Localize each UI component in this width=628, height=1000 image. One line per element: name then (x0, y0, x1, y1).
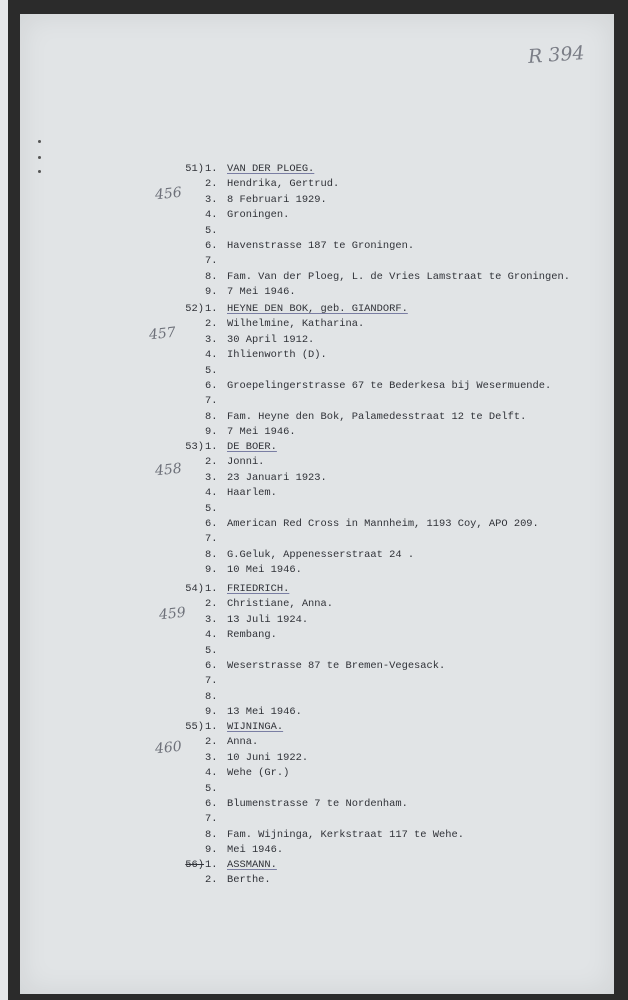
entry-number-spacer (174, 644, 205, 659)
entry-line (174, 628, 594, 643)
entry-line (174, 486, 594, 501)
entry-line (174, 751, 594, 766)
entry-line (174, 364, 594, 379)
handwritten-number: 459 (158, 604, 187, 624)
entry-line (174, 254, 594, 269)
field-number: 9. (205, 426, 218, 439)
field-value: Christiane, Anna. (227, 598, 334, 611)
field-value: Berthe. (227, 874, 271, 887)
entry-line (174, 597, 594, 612)
field-value: 10 Juni 1922. (227, 751, 309, 764)
field-number: 4. (205, 349, 218, 362)
entry-line (174, 348, 594, 363)
surname-field: FRIEDRICH. (227, 583, 290, 595)
field-number: 8. (205, 548, 218, 561)
entry-number-spacer (174, 690, 205, 705)
entry-number: 54) (185, 583, 204, 595)
surname-field: WIJNINGA. (227, 721, 284, 733)
entry-line (174, 735, 594, 750)
entry-number-spacer (174, 455, 205, 470)
field-number: 5. (205, 224, 218, 237)
entry-number-spacer (174, 766, 205, 781)
entry-number-spacer (174, 843, 205, 858)
entry-line (174, 517, 594, 532)
entry-line (174, 705, 594, 720)
field-number: 1. (205, 859, 218, 871)
field-value: Mei 1946. (227, 844, 284, 857)
entry-number-spacer (174, 873, 205, 888)
field-number: 2. (205, 456, 218, 469)
field-value: Hendrika, Gertrud. (227, 178, 340, 191)
field-number: 5. (205, 502, 218, 515)
person-entry (174, 440, 594, 579)
entry-number-spacer (174, 333, 205, 348)
entry-line (174, 285, 594, 300)
entry-number-spacer (174, 410, 205, 425)
entry-line (174, 532, 594, 547)
surname-field: HEYNE DEN BOK, geb. GIANDORF. (227, 303, 408, 315)
entry-number-spacer (174, 394, 205, 409)
entry-number-spacer (174, 208, 205, 223)
handwritten-number: 457 (148, 324, 177, 344)
entry-number-spacer (174, 364, 205, 379)
entry-line (174, 193, 594, 208)
entry-line (174, 410, 594, 425)
entry-line (174, 239, 594, 254)
entry-line (174, 440, 594, 455)
entry-line (174, 659, 594, 674)
entry-number: 55) (185, 721, 204, 733)
entry-number-spacer (174, 613, 205, 628)
field-value: Fam. Wijninga, Kerkstraat 117 te Wehe. (227, 828, 464, 841)
field-value: 13 Mei 1946. (227, 706, 302, 719)
entry-number-spacer (174, 659, 205, 674)
field-number: 9. (205, 286, 218, 299)
entry-line (174, 379, 594, 394)
entry-number-spacer (174, 486, 205, 501)
entry-line (174, 177, 594, 192)
entry-line (174, 782, 594, 797)
field-number: 6. (205, 379, 218, 392)
entry-number-spacer (174, 285, 205, 300)
field-number: 2. (205, 598, 218, 611)
entry-number-spacer (174, 674, 205, 689)
field-number: 3. (205, 193, 218, 206)
field-value: 10 Mei 1946. (227, 564, 302, 577)
entry-line (174, 455, 594, 470)
entry-number-spacer (174, 628, 205, 643)
entry-line (174, 162, 594, 177)
entry-number: 51) (185, 163, 204, 175)
field-number: 3. (205, 471, 218, 484)
entry-line (174, 270, 594, 285)
entry-line (174, 317, 594, 332)
entry-line (174, 843, 594, 858)
surname-field: ASSMANN. (227, 859, 277, 871)
entry-line (174, 674, 594, 689)
entry-number-spacer (174, 348, 205, 363)
field-number: 6. (205, 517, 218, 530)
person-entry (174, 302, 594, 441)
entry-line (174, 828, 594, 843)
handwritten-number: 460 (154, 738, 183, 758)
entry-line (174, 224, 594, 239)
entry-line (174, 873, 594, 888)
handwritten-number: 456 (154, 184, 183, 204)
field-number: 7. (205, 813, 218, 826)
field-number: 1. (205, 303, 218, 315)
entry-number-spacer (174, 177, 205, 192)
field-number: 7. (205, 395, 218, 408)
entry-line (174, 563, 594, 578)
entry-line (174, 858, 594, 873)
margin-mark (38, 156, 41, 159)
entry-number-spacer (174, 705, 205, 720)
entry-number-spacer (174, 828, 205, 843)
entry-number: 52) (185, 303, 204, 315)
entry-line (174, 812, 594, 827)
entry-number-spacer (174, 797, 205, 812)
field-number: 5. (205, 644, 218, 657)
field-number: 7. (205, 533, 218, 546)
entry-number-spacer (174, 270, 205, 285)
entry-number-spacer (174, 317, 205, 332)
margin-mark (38, 170, 41, 173)
entry-number-spacer (174, 735, 205, 750)
entry-number-spacer (174, 379, 205, 394)
field-value: 13 Juli 1924. (227, 613, 309, 626)
entry-line (174, 471, 594, 486)
entry-line (174, 548, 594, 563)
field-number: 9. (205, 844, 218, 857)
entry-number-spacer (174, 812, 205, 827)
entry-line (174, 797, 594, 812)
entry-number-spacer (174, 254, 205, 269)
field-number: 5. (205, 782, 218, 795)
field-number: 1. (205, 721, 218, 733)
field-number: 5. (205, 364, 218, 377)
field-number: 2. (205, 178, 218, 191)
entry-number-spacer (174, 193, 205, 208)
field-value: Blumenstrasse 7 te Nordenham. (227, 797, 408, 810)
field-value: G.Geluk, Appenesserstraat 24 . (227, 548, 415, 561)
entry-line (174, 502, 594, 517)
field-value: 7 Mei 1946. (227, 426, 296, 439)
entry-line (174, 394, 594, 409)
field-value: Ihlienworth (D). (227, 349, 327, 362)
entry-number-spacer (174, 548, 205, 563)
field-value: Havenstrasse 187 te Groningen. (227, 239, 415, 252)
field-value: 7 Mei 1946. (227, 286, 296, 299)
entry-number-spacer (174, 502, 205, 517)
entry-line (174, 302, 594, 317)
entry-line (174, 644, 594, 659)
field-number: 8. (205, 690, 218, 703)
entry-number-spacer (174, 425, 205, 440)
field-value: Groepelingerstrasse 67 te Bederkesa bij Wesermuende. (227, 379, 552, 392)
entry-number-spacer (174, 782, 205, 797)
field-number: 6. (205, 797, 218, 810)
field-value: Groningen. (227, 209, 290, 222)
field-value: Wehe (Gr.) (227, 767, 290, 780)
field-value: Weserstrasse 87 te Bremen-Vegesack. (227, 659, 446, 672)
field-value: Fam. Van der Ploeg, L. de Vries Lamstraat te Groningen. (227, 270, 570, 283)
entry-line (174, 333, 594, 348)
field-number: 2. (205, 318, 218, 331)
field-number: 9. (205, 706, 218, 719)
field-value: American Red Cross in Mannheim, 1193 Coy, APO 209. (227, 517, 539, 530)
person-entry (174, 720, 594, 859)
person-entry (174, 858, 594, 889)
entry-line (174, 582, 594, 597)
entry-line (174, 208, 594, 223)
field-number: 3. (205, 613, 218, 626)
entry-number-spacer (174, 563, 205, 578)
entry-line (174, 613, 594, 628)
entry-number-spacer (174, 597, 205, 612)
entry-line (174, 690, 594, 705)
field-value: Jonni. (227, 456, 265, 469)
field-number: 9. (205, 564, 218, 577)
entry-number-spacer (174, 239, 205, 254)
handwritten-number: 458 (154, 460, 183, 480)
field-number: 6. (205, 659, 218, 672)
field-number: 4. (205, 209, 218, 222)
field-value: Haarlem. (227, 487, 277, 500)
field-number: 8. (205, 270, 218, 283)
field-number: 7. (205, 255, 218, 268)
entry-number-spacer (174, 751, 205, 766)
field-value: 23 Januari 1923. (227, 471, 327, 484)
entry-line (174, 720, 594, 735)
entry-number-spacer (174, 532, 205, 547)
entry-number: 53) (185, 441, 204, 453)
field-number: 7. (205, 675, 218, 688)
scanner-edge (0, 0, 8, 1000)
entry-number-spacer (174, 517, 205, 532)
field-number: 2. (205, 874, 218, 887)
field-number: 6. (205, 239, 218, 252)
surname-field: VAN DER PLOEG. (227, 163, 315, 175)
entry-number: 56) (185, 859, 204, 871)
field-number: 1. (205, 583, 218, 595)
field-number: 3. (205, 751, 218, 764)
margin-mark (38, 140, 41, 143)
surname-field: DE BOER. (227, 441, 277, 453)
field-number: 8. (205, 828, 218, 841)
entry-number-spacer (174, 224, 205, 239)
person-entry (174, 582, 594, 721)
field-value: Wilhelmine, Katharina. (227, 318, 365, 331)
field-value: 30 April 1912. (227, 333, 315, 346)
field-number: 4. (205, 629, 218, 642)
field-number: 1. (205, 163, 218, 175)
field-number: 8. (205, 410, 218, 423)
field-number: 3. (205, 333, 218, 346)
field-number: 2. (205, 736, 218, 749)
person-entry (174, 162, 594, 301)
field-value: Fam. Heyne den Bok, Palamedesstraat 12 te Delft. (227, 410, 527, 423)
entry-line (174, 766, 594, 781)
archive-reference: R 394 (527, 42, 586, 68)
field-value: Anna. (227, 736, 259, 749)
entry-number-spacer (174, 471, 205, 486)
field-number: 4. (205, 487, 218, 500)
entry-line (174, 425, 594, 440)
field-value: 8 Februari 1929. (227, 193, 327, 206)
field-number: 1. (205, 441, 218, 453)
field-number: 4. (205, 767, 218, 780)
field-value: Rembang. (227, 629, 277, 642)
